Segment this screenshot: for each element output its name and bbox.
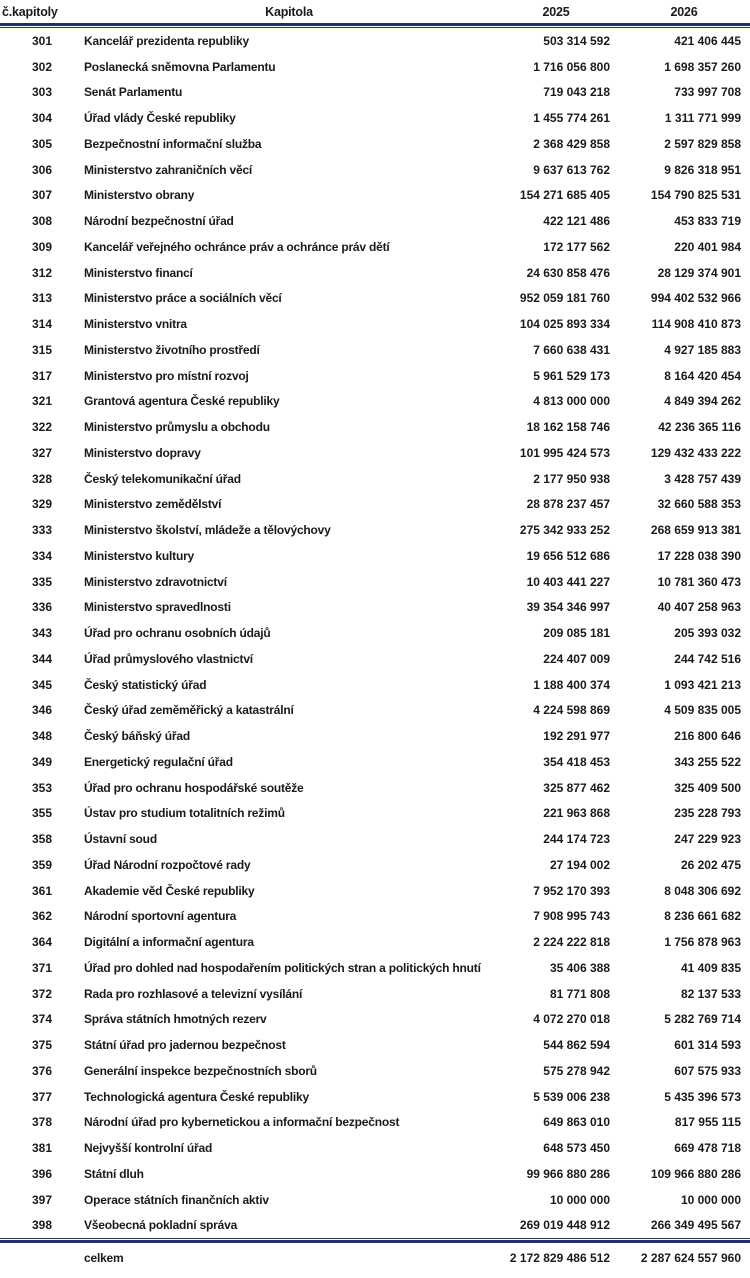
chapter-number: 335 <box>31 574 53 589</box>
value-2026: 247 229 923 <box>674 832 741 847</box>
value-2025: 39 354 346 997 <box>526 600 610 615</box>
value-2025: 648 573 450 <box>543 1141 610 1156</box>
chapter-name: Ústav pro studium totalitních režimů <box>84 806 285 821</box>
chapter-number: 308 <box>31 214 53 229</box>
chapter-number: 371 <box>31 960 53 975</box>
total-row <box>0 1243 750 1278</box>
value-2026: 3 428 757 439 <box>664 471 741 486</box>
value-2026: 343 255 522 <box>674 754 741 769</box>
value-2025: 10 403 441 227 <box>526 574 610 589</box>
table-row <box>0 1187 750 1213</box>
chapter-name: Ministerstvo zemědělství <box>84 497 222 512</box>
chapter-number: 307 <box>31 188 53 203</box>
chapter-name: Nejvyšší kontrolní úřad <box>84 1141 213 1156</box>
table-row <box>0 543 750 569</box>
chapter-name: Ministerstvo kultury <box>84 548 195 563</box>
value-2026: 669 478 718 <box>674 1141 741 1156</box>
value-2026: 817 955 115 <box>674 1115 741 1130</box>
value-2025: 544 862 594 <box>543 1038 610 1053</box>
value-2026: 220 401 984 <box>674 239 741 254</box>
value-2026: 453 833 719 <box>674 214 741 229</box>
chapter-name: Ministerstvo vnitra <box>84 317 187 332</box>
value-2026: 1 311 771 999 <box>664 111 741 126</box>
chapter-name: Národní sportovní agentura <box>84 909 237 924</box>
value-2025: 649 863 010 <box>543 1115 610 1130</box>
table-row <box>0 1110 750 1136</box>
chapter-name: Úřad pro ochranu osobních údajů <box>84 626 271 641</box>
table-row <box>0 183 750 209</box>
chapter-number: 397 <box>31 1192 53 1207</box>
chapter-name: Úřad vlády České republiky <box>84 111 236 126</box>
chapter-number: 349 <box>31 754 53 769</box>
chapter-name: Digitální a informační agentura <box>84 935 254 950</box>
chapter-number: 374 <box>31 1012 53 1027</box>
value-2025: 575 278 942 <box>543 1063 610 1078</box>
chapter-name: Akademie věd České republiky <box>84 883 255 898</box>
value-2026: 2 597 829 858 <box>664 136 741 151</box>
total-label: celkem <box>84 1251 124 1266</box>
chapter-name: Ministerstvo spravedlnosti <box>84 600 231 615</box>
value-2025: 101 995 424 573 <box>519 445 610 460</box>
table-row <box>0 131 750 157</box>
chapter-number: 345 <box>31 677 53 692</box>
value-2025: 2 368 429 858 <box>533 136 610 151</box>
table-row <box>0 1135 750 1161</box>
value-2025: 4 224 598 869 <box>533 703 610 718</box>
value-2026: 40 407 258 963 <box>657 600 741 615</box>
value-2026: 10 781 360 473 <box>657 574 741 589</box>
chapter-number: 364 <box>31 935 53 950</box>
value-2025: 172 177 562 <box>543 239 610 254</box>
value-2026: 42 236 365 116 <box>658 420 741 435</box>
value-2026: 325 409 500 <box>674 780 741 795</box>
chapter-number: 327 <box>31 445 53 460</box>
value-2025: 5 539 006 238 <box>533 1089 610 1104</box>
value-2026: 28 129 374 901 <box>657 265 741 280</box>
chapter-name: Státní dluh <box>84 1166 144 1181</box>
chapter-name: Operace státních finančních aktiv <box>84 1192 269 1207</box>
value-2026: 205 393 032 <box>674 626 741 641</box>
chapter-number: 361 <box>31 883 53 898</box>
chapter-number: 358 <box>31 832 53 847</box>
chapter-name: Správa státních hmotných rezerv <box>84 1012 267 1027</box>
table-row <box>0 620 750 646</box>
value-2025: 503 314 592 <box>543 33 610 48</box>
chapter-name: Technologická agentura České republiky <box>84 1089 309 1104</box>
chapter-number: 305 <box>31 136 53 151</box>
value-2026: 4 849 394 262 <box>664 394 741 409</box>
value-2025: 24 630 858 476 <box>526 265 610 280</box>
value-2026: 1 093 421 213 <box>664 677 741 692</box>
value-2025: 192 291 977 <box>543 729 610 744</box>
chapter-number: 344 <box>31 651 53 666</box>
chapter-name: Ministerstvo financí <box>84 265 193 280</box>
value-2025: 27 194 002 <box>549 857 610 872</box>
value-2026: 10 000 000 <box>680 1192 741 1207</box>
table-row <box>0 1213 750 1239</box>
chapter-number: 377 <box>31 1089 53 1104</box>
chapter-number: 334 <box>31 548 53 563</box>
chapter-number: 378 <box>31 1115 53 1130</box>
chapter-number: 314 <box>31 317 53 332</box>
value-2026: 235 228 793 <box>674 806 741 821</box>
value-2025: 99 966 880 286 <box>526 1166 610 1181</box>
value-2026: 17 228 038 390 <box>657 548 741 563</box>
table-row <box>0 337 750 363</box>
value-2026: 994 402 532 966 <box>650 291 741 306</box>
chapter-number: 346 <box>31 703 53 718</box>
chapter-name: Ministerstvo životního prostředí <box>84 342 260 357</box>
chapter-number: 317 <box>31 368 53 383</box>
chapter-name: Český úřad zeměměřický a katastrální <box>84 703 294 718</box>
chapter-number: 362 <box>31 909 53 924</box>
chapter-number: 312 <box>31 265 53 280</box>
table-row <box>0 1084 750 1110</box>
chapter-name: Kancelář veřejného ochránce práv a ochránce práv dětí <box>84 239 390 254</box>
table-row <box>0 672 750 698</box>
chapter-name: Ministerstvo zahraničních věcí <box>84 162 253 177</box>
value-2025: 7 660 638 431 <box>533 342 610 357</box>
chapter-number: 315 <box>31 342 53 357</box>
table-row <box>0 981 750 1007</box>
value-2025: 269 019 448 912 <box>519 1218 610 1233</box>
value-2025: 154 271 685 405 <box>519 188 610 203</box>
chapter-name: Generální inspekce bezpečnostních sborů <box>84 1063 317 1078</box>
chapter-number: 302 <box>31 59 53 74</box>
value-2025: 354 418 453 <box>543 754 610 769</box>
chapter-name: Bezpečnostní informační služba <box>84 136 262 151</box>
chapter-name: Ústavní soud <box>84 832 157 847</box>
table-row <box>0 955 750 981</box>
table-row <box>0 286 750 312</box>
chapter-number: 322 <box>31 420 53 435</box>
value-2025: 221 963 868 <box>543 806 610 821</box>
table-row <box>0 208 750 234</box>
chapter-name: Národní bezpečnostní úřad <box>84 214 234 229</box>
value-2025: 244 174 723 <box>543 832 610 847</box>
value-2025: 422 121 486 <box>543 214 610 229</box>
table-row <box>0 517 750 543</box>
value-2026: 4 509 835 005 <box>664 703 741 718</box>
value-2026: 5 282 769 714 <box>664 1012 741 1027</box>
value-2025: 1 188 400 374 <box>533 677 610 692</box>
value-2025: 7 952 170 393 <box>533 883 610 898</box>
chapter-name: Grantová agentura České republiky <box>84 394 280 409</box>
table-row <box>0 492 750 518</box>
value-2026: 5 435 396 573 <box>664 1089 741 1104</box>
chapter-name: Národní úřad pro kybernetickou a informační bezpečnost <box>84 1115 400 1130</box>
value-2026: 129 432 433 222 <box>650 445 741 460</box>
table-row <box>0 1161 750 1187</box>
chapter-name: Ministerstvo školství, mládeže a tělovýchovy <box>84 523 331 538</box>
chapter-number: 343 <box>31 626 53 641</box>
value-2026: 268 659 913 381 <box>650 523 741 538</box>
chapter-name: Úřad Národní rozpočtové rady <box>84 857 251 872</box>
value-2025: 9 637 613 762 <box>533 162 610 177</box>
table-row <box>0 440 750 466</box>
value-2025: 4 813 000 000 <box>533 394 610 409</box>
chapter-number: 301 <box>31 33 53 48</box>
chapter-name: Ministerstvo práce a sociálních věcí <box>84 291 282 306</box>
value-2026: 244 742 516 <box>674 651 741 666</box>
value-2026: 601 314 593 <box>674 1038 741 1053</box>
chapter-number: 353 <box>31 780 53 795</box>
value-2026: 114 908 410 873 <box>651 317 741 332</box>
chapter-number: 306 <box>31 162 53 177</box>
value-2025: 224 407 009 <box>543 651 610 666</box>
value-2025: 18 162 158 746 <box>526 420 610 435</box>
value-2026: 216 800 646 <box>674 729 741 744</box>
chapter-name: Ministerstvo dopravy <box>84 445 201 460</box>
value-2025: 7 908 995 743 <box>533 909 610 924</box>
table-row <box>0 698 750 724</box>
table-row <box>0 1032 750 1058</box>
col-header-chapter-name: Kapitola <box>265 4 313 19</box>
chapter-number: 355 <box>31 806 53 821</box>
value-2025: 4 072 270 018 <box>533 1012 610 1027</box>
value-2025: 35 406 388 <box>549 960 610 975</box>
table-row <box>0 826 750 852</box>
chapter-number: 336 <box>31 600 53 615</box>
table-row <box>0 363 750 389</box>
value-2026: 266 349 495 567 <box>650 1218 741 1233</box>
chapter-name: Senát Parlamentu <box>84 85 183 100</box>
chapter-name: Ministerstvo obrany <box>84 188 195 203</box>
chapter-number: 376 <box>31 1063 53 1078</box>
table-row <box>0 929 750 955</box>
chapter-number: 396 <box>31 1166 53 1181</box>
chapter-number: 328 <box>31 471 53 486</box>
chapter-name: Český báňský úřad <box>84 729 190 744</box>
table-header-row <box>0 0 750 23</box>
chapter-number: 359 <box>31 857 53 872</box>
value-2025: 275 342 933 252 <box>519 523 610 538</box>
value-2026: 82 137 533 <box>680 986 741 1001</box>
chapter-name: Rada pro rozhlasové a televizní vysílání <box>84 986 303 1001</box>
value-2025: 325 877 462 <box>543 780 610 795</box>
value-2026: 26 202 475 <box>680 857 741 872</box>
value-2026: 4 927 185 883 <box>664 342 741 357</box>
chapter-number: 333 <box>31 523 53 538</box>
value-2025: 10 000 000 <box>549 1192 610 1207</box>
chapter-number: 381 <box>31 1141 53 1156</box>
table-row <box>0 234 750 260</box>
table-row <box>0 28 750 54</box>
chapter-number: 348 <box>31 729 53 744</box>
chapter-number: 321 <box>31 394 53 409</box>
value-2026: 733 997 708 <box>674 85 741 100</box>
table-row <box>0 595 750 621</box>
table-row <box>0 260 750 286</box>
chapter-number: 303 <box>31 85 53 100</box>
table-row <box>0 54 750 80</box>
chapter-name: Ministerstvo průmyslu a obchodu <box>84 420 270 435</box>
table-row <box>0 389 750 415</box>
value-2025: 2 224 222 818 <box>533 935 610 950</box>
chapter-name: Ministerstvo zdravotnictví <box>84 574 227 589</box>
col-header-2025: 2025 <box>542 4 570 19</box>
chapter-name: Ministerstvo pro místní rozvoj <box>84 368 249 383</box>
value-2026: 154 790 825 531 <box>650 188 741 203</box>
total-2026: 2 287 624 557 960 <box>640 1251 741 1266</box>
value-2025: 209 085 181 <box>543 626 610 641</box>
value-2025: 19 656 512 686 <box>526 548 610 563</box>
table-row <box>0 414 750 440</box>
value-2026: 8 236 661 682 <box>664 909 741 924</box>
chapter-name: Český statistický úřad <box>84 677 207 692</box>
value-2025: 5 961 529 173 <box>533 368 610 383</box>
value-2025: 1 455 774 261 <box>533 111 610 126</box>
chapter-number: 375 <box>31 1038 53 1053</box>
value-2025: 104 025 893 334 <box>519 317 610 332</box>
value-2025: 2 177 950 938 <box>533 471 610 486</box>
chapter-name: Energetický regulační úřad <box>84 754 233 769</box>
value-2025: 81 771 808 <box>549 986 610 1001</box>
chapter-number: 329 <box>31 497 53 512</box>
value-2026: 8 164 420 454 <box>664 368 741 383</box>
table-row <box>0 157 750 183</box>
table-row <box>0 80 750 106</box>
value-2026: 41 409 835 <box>680 960 741 975</box>
value-2026: 607 575 933 <box>674 1063 741 1078</box>
value-2026: 1 698 357 260 <box>664 59 741 74</box>
table-row <box>0 749 750 775</box>
chapter-number: 309 <box>31 239 53 254</box>
value-2026: 109 966 880 286 <box>650 1166 741 1181</box>
table-row <box>0 1007 750 1033</box>
table-body <box>0 28 750 1238</box>
value-2026: 32 660 588 353 <box>657 497 741 512</box>
table-row <box>0 466 750 492</box>
chapter-number: 398 <box>31 1218 53 1233</box>
table-row <box>0 723 750 749</box>
chapter-name: Všeobecná pokladní správa <box>84 1218 238 1233</box>
table-row <box>0 878 750 904</box>
value-2025: 952 059 181 760 <box>519 291 610 306</box>
table-row <box>0 1058 750 1084</box>
value-2026: 1 756 878 963 <box>664 935 741 950</box>
value-2025: 1 716 056 800 <box>533 59 610 74</box>
chapter-name: Úřad pro ochranu hospodářské soutěže <box>84 780 304 795</box>
chapter-name: Úřad průmyslového vlastnictví <box>84 651 253 666</box>
value-2026: 8 048 306 692 <box>664 883 741 898</box>
value-2025: 28 878 237 457 <box>526 497 610 512</box>
chapter-number: 372 <box>31 986 53 1001</box>
table-row <box>0 904 750 930</box>
table-row <box>0 852 750 878</box>
value-2026: 9 826 318 951 <box>664 162 741 177</box>
table-row <box>0 801 750 827</box>
table-row <box>0 569 750 595</box>
value-2026: 421 406 445 <box>674 33 741 48</box>
value-2025: 719 043 218 <box>543 85 610 100</box>
col-header-2026: 2026 <box>670 4 698 19</box>
chapter-name: Kancelář prezidenta republiky <box>84 33 249 48</box>
chapter-name: Úřad pro dohled nad hospodařením politických stran a politických hnutí <box>84 960 481 975</box>
table-row <box>0 105 750 131</box>
chapter-number: 313 <box>31 291 53 306</box>
col-header-chapter-number: č.kapitoly <box>2 4 58 19</box>
chapter-name: Český telekomunikační úřad <box>84 471 241 486</box>
table-row <box>0 646 750 672</box>
table-row <box>0 775 750 801</box>
chapter-name: Poslanecká sněmovna Parlamentu <box>84 59 276 74</box>
table-row <box>0 311 750 337</box>
total-2025: 2 172 829 486 512 <box>509 1251 610 1266</box>
chapter-name: Státní úřad pro jadernou bezpečnost <box>84 1038 286 1053</box>
chapter-number: 304 <box>31 111 53 126</box>
